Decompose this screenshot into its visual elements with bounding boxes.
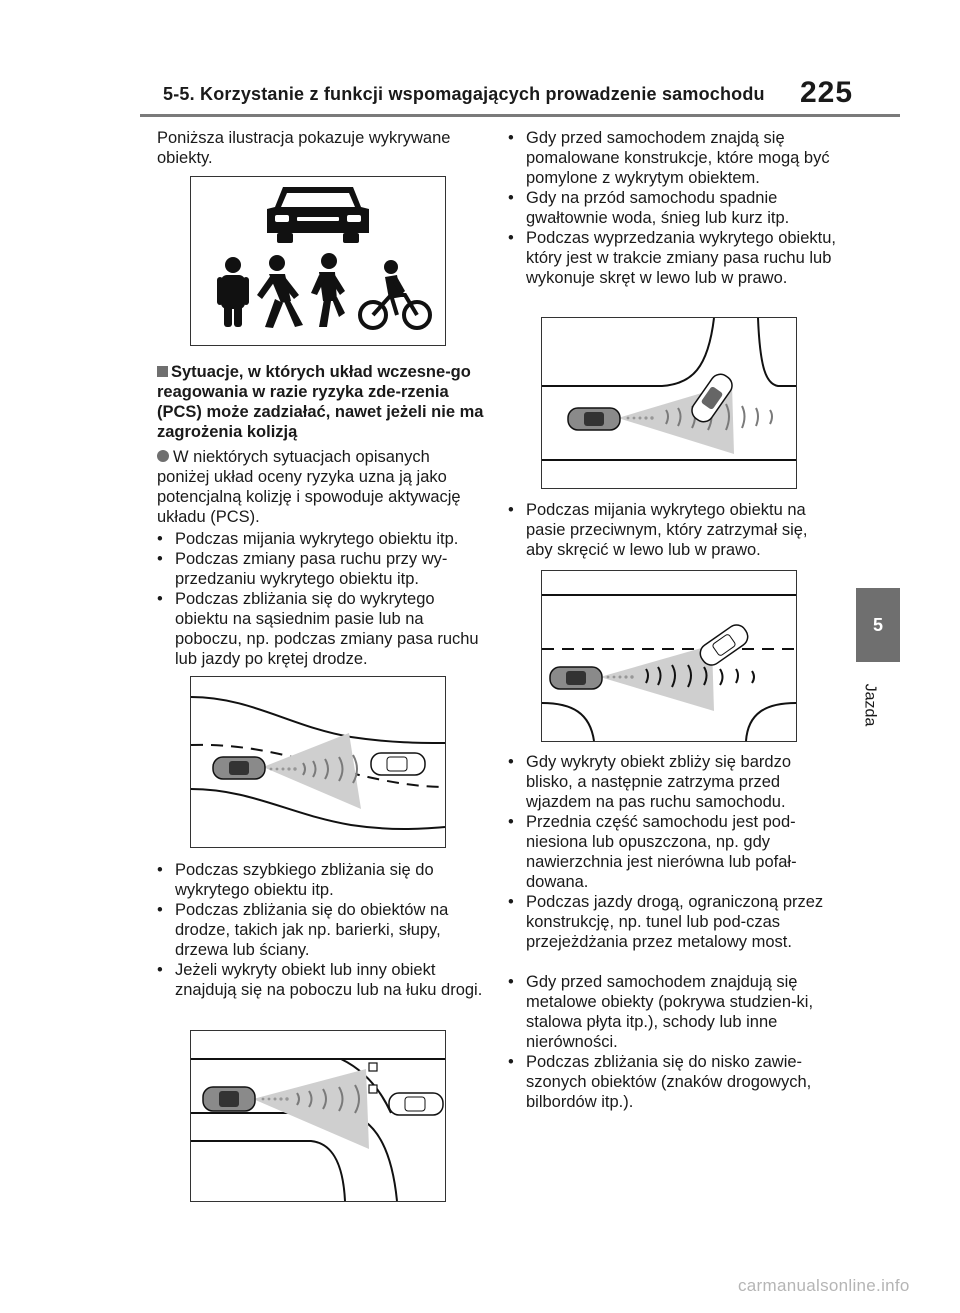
detected-objects-illustration xyxy=(191,177,445,345)
section-title: 5-5. Korzystanie z funkcji wspomagających prowadzenie samochodu xyxy=(163,84,765,104)
list-item: • Podczas zbliżania się do nisko zawie-szonych obiektów (znaków drogowych, bilbordów itp.). xyxy=(508,1053,812,1111)
chapter-name: Jazda xyxy=(861,683,879,727)
heading-square-icon xyxy=(157,366,168,377)
pedestrian-running-icon xyxy=(311,253,345,327)
list-item: • Podczas zbliżania się do obiektów na drodze, takich jak np. barierki, słupy, drzewa lub ściany. xyxy=(157,901,449,959)
detected-car-icon xyxy=(389,1093,443,1115)
detected-car-icon xyxy=(371,753,425,775)
note-text: W niektórych sytuacjach opisanych poniżej układ oceny ryzyka uzna ją jako potencjalną kolizję i spowoduje aktywację układu (PCS). xyxy=(157,448,461,526)
list-item: • Podczas szybkiego zbliżania się do wykrytego obiektu itp. xyxy=(157,861,434,899)
figure-curved-road xyxy=(190,676,446,848)
list-item: • Gdy na przód samochodu spadnie gwałtownie woda, śnieg lub kurz itp. xyxy=(508,189,790,227)
page-number: 225 xyxy=(800,76,854,109)
list-item: • Podczas mijania wykrytego obiektu na pasie przeciwnym, który zatrzymał się, aby skręcić w lewo lub w prawo. xyxy=(508,501,808,559)
list-item: • Podczas jazdy drogą, ograniczoną przez konstrukcję, np. tunel lub pod-czas przejeżdżania przez metalowy most. xyxy=(508,893,824,951)
own-car-icon xyxy=(213,757,265,779)
list-item: • Podczas zmiany pasa ruchu przy wy-przedzaniu wykrytego obiektu itp. xyxy=(157,550,448,588)
note-circle-icon xyxy=(157,450,169,462)
list-item: • Podczas wyprzedzania wykrytego obiektu, który jest w trakcie zmiany pasa ruchu lub wykonuje skręt w lewo lub w prawo. xyxy=(508,229,836,287)
own-car-icon xyxy=(203,1087,255,1111)
list-item: • Podczas zbliżania się do wykrytego obiektu na sąsiednim pasie lub na poboczu, np. podczas zmiany pasa ruchu lub jazdy po krętej drodze. xyxy=(157,590,479,668)
pedestrian-walking-icon xyxy=(257,255,303,328)
cyclist-icon xyxy=(360,260,430,328)
figure-oncoming-turning xyxy=(541,570,797,742)
pedestrian-standing-icon xyxy=(217,257,249,327)
figure-detected-objects xyxy=(190,176,446,346)
intro-text: Poniższa ilustracja pokazuje wykrywane obiekty. xyxy=(157,129,451,167)
list-item: • Podczas mijania wykrytego obiektu itp. xyxy=(157,530,459,548)
list-item: • Przednia część samochodu jest pod-niesiona lub opuszczona, np. gdy nawierzchnia jest nierówna lub pofał-dowana. xyxy=(508,813,797,891)
detected-car-icon xyxy=(696,621,751,669)
own-car-icon xyxy=(568,408,620,430)
own-car-icon xyxy=(550,667,602,689)
header-rule xyxy=(140,114,900,117)
list-item: • Jeżeli wykryty obiekt lub inny obiekt znajdują się na poboczu lub na łuku drogi. xyxy=(157,961,483,999)
list-item: • Gdy przed samochodem znajdą się pomalowane konstrukcje, które mogą być pomylone z wykrytym obiektem. xyxy=(508,129,830,187)
list-item: • Gdy przed samochodem znajdują się metalowe obiekty (pokrywa studzien-ki, stalowa płyta itp.), schody lub inne nierówności. xyxy=(508,973,814,1051)
watermark: carmanualsonline.info xyxy=(738,1276,910,1295)
roadside-sign-icon xyxy=(369,1063,377,1093)
list-item: • Gdy wykryty obiekt zbliży się bardzo blisko, a następnie zatrzyma przed wjazdem na pas ruchu samochodu. xyxy=(508,753,792,811)
figure-roadside-objects xyxy=(190,1030,446,1202)
figure-turning-vehicle xyxy=(541,317,797,489)
section-heading: Sytuacje, w których układ wczesne-go reagowania w razie ryzyka zde-rzenia (PCS) może zadziałać, nawet jeżeli nie ma zagrożenia kolizją xyxy=(157,363,484,441)
chapter-tab[interactable]: 5 xyxy=(856,588,900,662)
